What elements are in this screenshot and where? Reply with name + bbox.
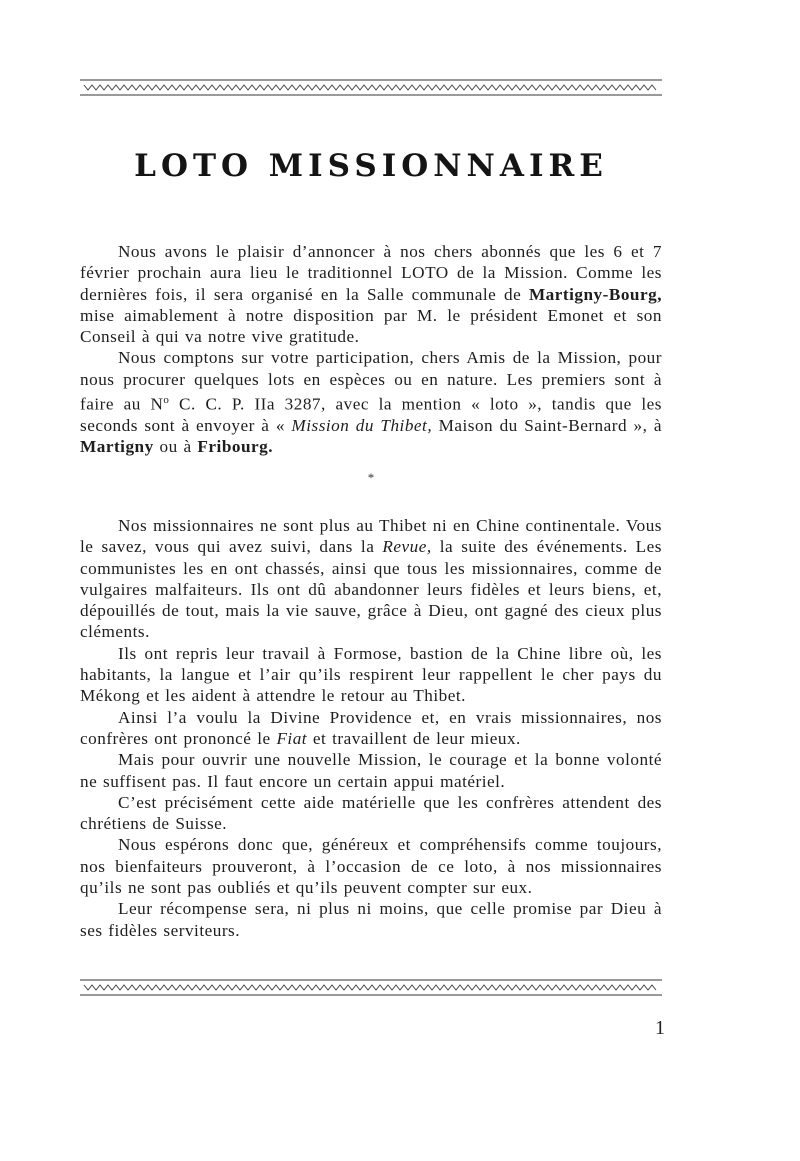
paragraph: Nos missionnaires ne sont plus au Thibet ni en Chine continentale. Vous le savez, vous qui avez suivi, dans la Revue, la suite des événements. Les communistes les en ont chassés, ainsi que tous les missionnaires, comme de vulgaires malfaiteurs. Ils ont dû abandonner leurs fidèles et leurs biens, et, dépouillés de tout, mais la vie sauve, grâce à Dieu, ont gagné des cieux plus cléments. bbox=[80, 516, 662, 642]
paragraph: Ils ont repris leur travail à Formose, bastion de la Chine libre où, les habitants, la langue et l’air qu’ils respirent leur rappellent le cher pays du Mékong et les aident à attendre le retour au Thibet. bbox=[80, 643, 662, 706]
top-decorative-rule bbox=[80, 78, 662, 98]
paragraph: Leur récompense sera, ni plus ni moins, que celle promise par Dieu à ses fidèles serviteurs. bbox=[80, 899, 662, 940]
paragraph: Nous espérons donc que, généreux et compréhensifs comme toujours, nos bienfaiteurs prouveront, à l’occasion de ce loto, à nos missionnaires qu’ils ne sont pas oubliés et qu’ils peuvent compter sur eux. bbox=[80, 835, 662, 898]
announcement-section bbox=[80, 241, 662, 458]
missionaries-section bbox=[80, 515, 662, 941]
bottom-decorative-rule bbox=[80, 978, 662, 998]
paragraph: Nous comptons sur votre participation, chers Amis de la Mission, pour nous procurer quelques lots en espèces ou en nature. Les premiers sont à faire au $N^o$ C. C. P. IIa 3287, avec la mention « loto », tandis que les seconds sont à envoyer à « Mission du Thibet, Maison du Saint-Bernard », à Martigny ou à Fribourg. bbox=[80, 348, 662, 457]
section-separator-asterisk: * bbox=[367, 470, 375, 485]
paragraph: Ainsi l’a voulu la Divine Providence et, en vrais missionnaires, nos confrères ont prononcé le Fiat et travaillent de leur mieux. bbox=[80, 707, 662, 748]
paragraph: C’est précisément cette aide matérielle que les confrères attendent des chrétiens de Suisse. bbox=[80, 792, 662, 834]
paragraph: Mais pour ouvrir une nouvelle Mission, le courage et la bonne volonté ne suffisent pas. Il faut encore un certain appui matériel. bbox=[80, 750, 662, 791]
page-title: LOTO MISSIONNAIRE bbox=[134, 148, 608, 184]
page-number: 1 bbox=[655, 1017, 665, 1039]
paragraph: Nous avons le plaisir d’annoncer à nos chers abonnés que les 6 et 7 février prochain aura lieu le traditionnel LOTO de la Mission. Comme les dernières fois, il sera organisé en la Salle communale de Martigny-Bourg, mise aimablement à notre disposition par M. le président Emonet et son Conseil à qui va notre vive gratitude. bbox=[80, 242, 662, 347]
